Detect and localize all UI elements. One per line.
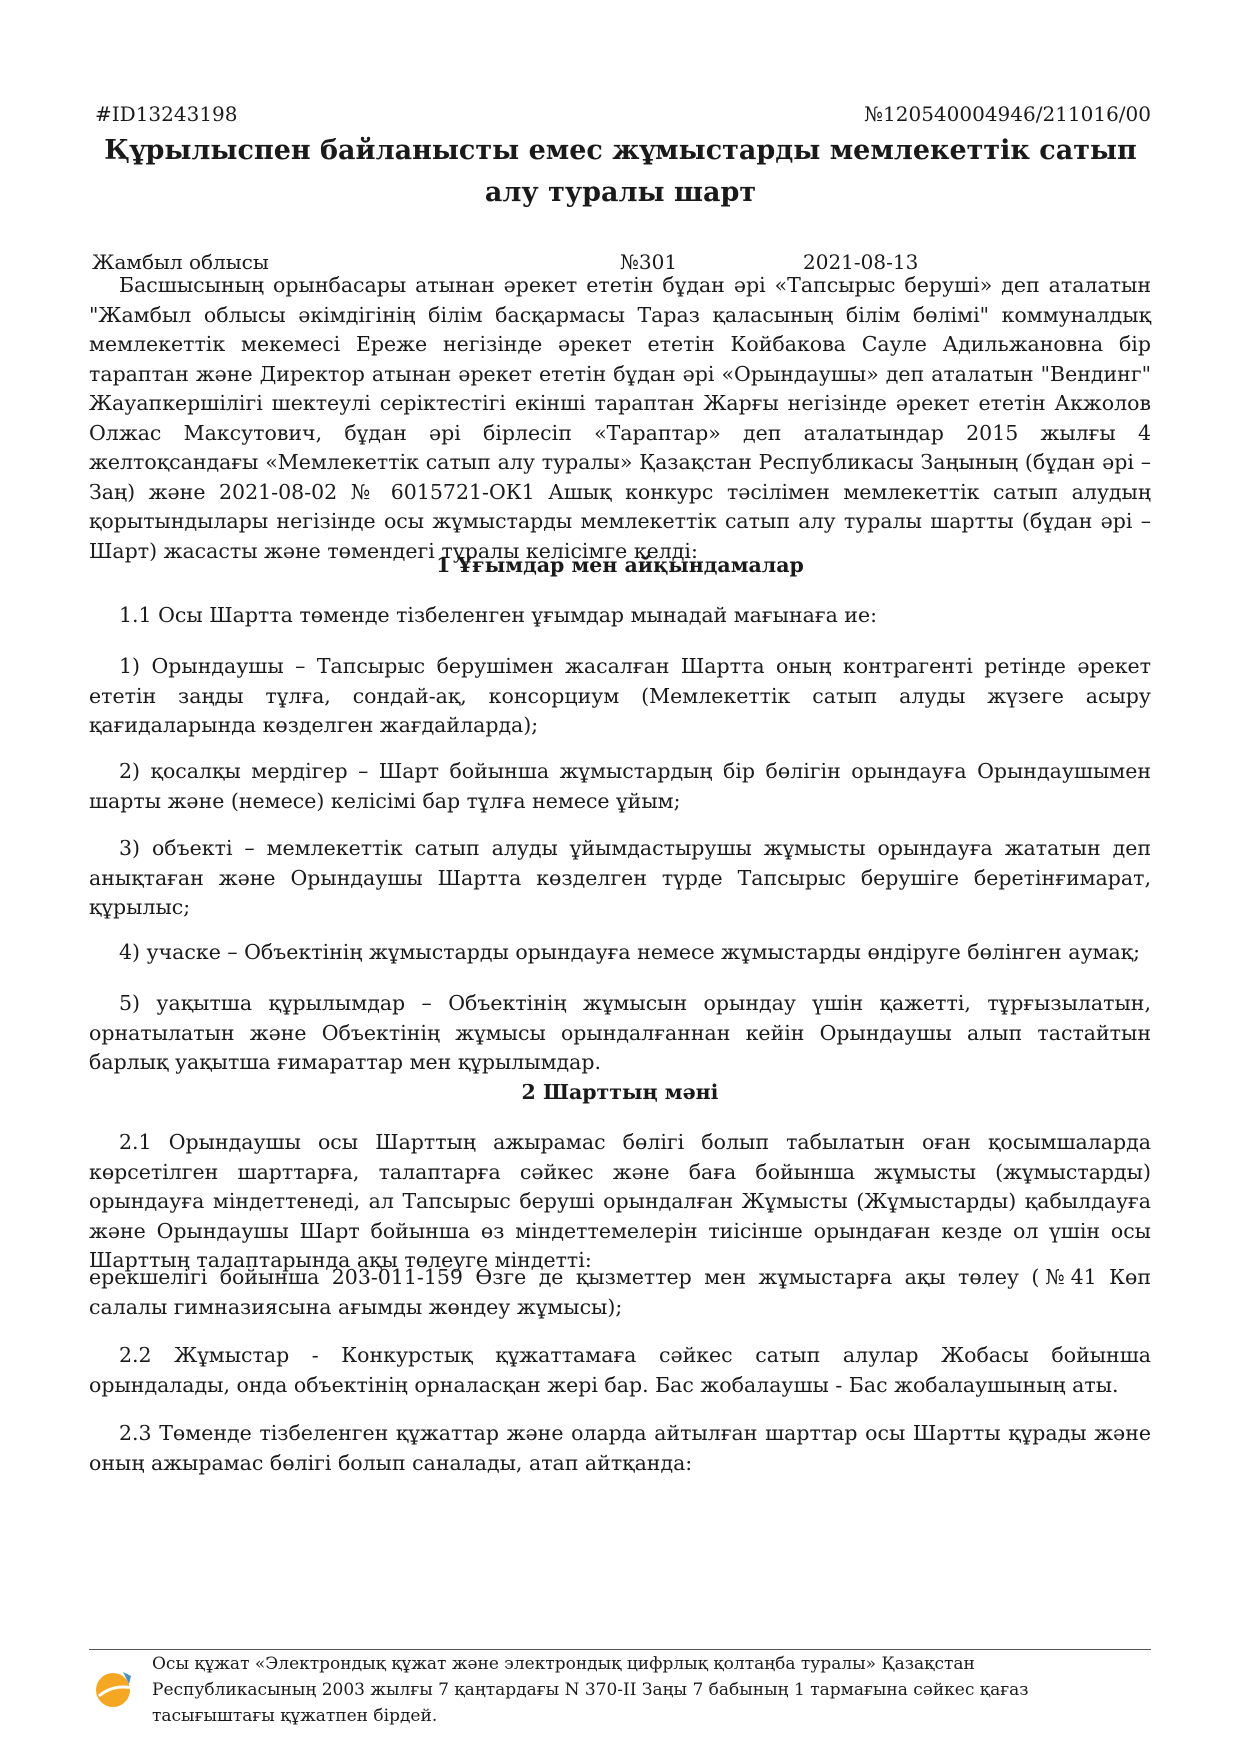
clause-2-1-specification: ерекшелігі бойынша 203-011-159 Өзге де қызметтер мен жұмыстарға ақы төлеу (№41 Көп салалы гимназиясына ағымды жөндеу жұмысы); xyxy=(89,1265,1151,1319)
document-id: #ID13243198 xyxy=(95,102,238,126)
clause-2-2: 2.2 Жұмыстар - Конкурстық құжаттамаға сәйкес сатып алулар Жобасы бойынша орындалады, онда объектінің орналасқан жері бар. Бас жобалаушы - Бас жобалаушының аты. xyxy=(89,1343,1151,1397)
section-2-heading: 2 Шарттың мәні xyxy=(521,1080,719,1104)
intro-paragraph: Басшысының орынбасары атынан әрекет ететін бұдан әрі «Тапсырыс беруші» деп аталатын "Жамбыл облысы әкімдігінің білім басқармасы Тараз қаласының білім бөлімі" коммуналдық мемлекеттік мекемесі Ереже негізінде әрекет ететін Койбакова Сауле Адильжановна бір тараптан және Директор атынан әрекет ететін бұдан әрі «Орындаушы» деп аталатын "Вендинг" Жауапкершілігі шектеулі серіктестігі екінші тараптан Жарғы негізінде әрекет ететін Акжолов Олжас Максутович, бұдан әрі бірлесіп «Тараптар» деп аталатындар 2015 жылғы 4 желтоқсандағы «Мемлекеттік сатып алу туралы» Қазақстан Республикасы Заңының (бұдан әрі – Заң) және 2021-08-02 № 6015721-ОК1 Ашық конкурс тәсілімен мемлекеттік сатып алудың қорытындылары негізінде осы жұмыстарды мемлекеттік сатып алу туралы шартты (бұдан әрі – Шарт) жасасты және төмендегі туралы келісімге келді: xyxy=(89,273,1151,563)
contract-region: Жамбыл облысы xyxy=(92,250,269,274)
definition-item-5: 5) уақытша құрылымдар – Объектінің жұмысын орындау үшін қажетті, тұрғызылатын, орнатылатын және Объектінің жұмысы орындалғаннан кейін Орындаушы алып тастайтын барлық уақытша ғимараттар мен құрылымдар. xyxy=(89,991,1151,1074)
contract-number: №301 xyxy=(620,250,678,274)
definition-item-2: 2) қосалқы мердігер – Шарт бойынша жұмыстардың бір бөлігін орындауға Орындаушымен шарты және (немесе) келісімі бар тұлға немесе ұйым; xyxy=(89,759,1151,813)
footer-divider xyxy=(89,1649,1151,1650)
clause-2-1: 2.1 Орындаушы осы Шарттың ажырамас бөлігі болып табылатын оған қосымшаларда көрсетілген шарттарға, талаптарға сәйкес және баға бойынша жұмысты (жұмыстарды) орындауға міндеттенеді, ал Тапсырыс беруші орындалған Жұмысты (Жұмыстарды) қабылдауға және Орындаушы Шарт бойынша өз міндеттемелерін тиісінше орындаған кезде ол үшін осы Шарттың талаптарында ақы төлеуге міндетті: xyxy=(89,1130,1151,1272)
section-1-heading: 1 Ұғымдар мен айқындамалар xyxy=(436,553,804,577)
definition-item-1: 1) Орындаушы – Тапсырыс берушімен жасалған Шартта оның контрагенті ретінде әрекет ететін заңды тұлға, сондай-ақ, консорциум (Мемлекеттік сатып алуды жүзеге асыру қағидаларында көзделген жағдайларда); xyxy=(89,654,1151,737)
footer-legal-notice: Осы құжат «Электрондық құжат және электрондық цифрлық қолтаңба туралы» Қазақстан Республикасының 2003 жылғы 7 қаңтардағы N 370-II Заңы 7 бабының 1 тармағына сәйкес қағаз тасығыштағы құжатпен бірдей. xyxy=(152,1654,1029,1726)
clause-1-1: 1.1 Осы Шартта төменде тізбеленген ұғымдар мынадай мағынаға ие: xyxy=(119,603,878,627)
page-title: Құрылыспен байланысты емес жұмыстарды мемлекеттік сатып алу туралы шарт xyxy=(104,135,1137,208)
definition-item-4: 4) учаске – Объектінің жұмыстарды орындауға немесе жұмыстарды өндіруге бөлінген аумақ; xyxy=(119,940,1140,964)
clause-2-3: 2.3 Төменде тізбеленген құжаттар және оларда айтылған шарттар осы Шартты құрады және оның ажырамас бөлігі болып саналады, атап айтқанда: xyxy=(89,1421,1151,1475)
registration-number: №120540004946/211016/00 xyxy=(864,102,1151,126)
contract-date: 2021-08-13 xyxy=(803,250,919,274)
e-signature-logo-icon xyxy=(93,1666,137,1710)
definition-item-3: 3) объекті – мемлекеттік сатып алуды ұйымдастырушы жұмысты орындауға жататын деп анықтаған және Орындаушы Шартта көзделген түрде Тапсырыс берушіге беретінғимарат, құрылыс; xyxy=(89,836,1151,919)
